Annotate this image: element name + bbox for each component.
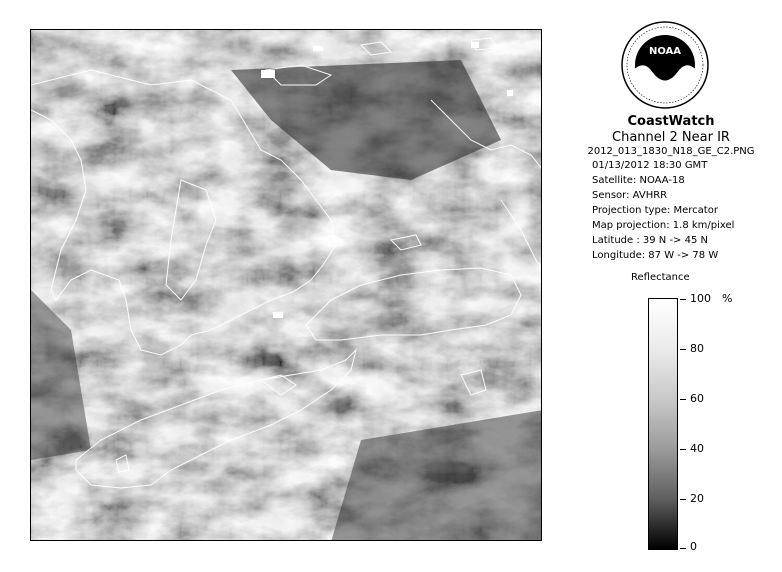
info-list bbox=[566, 158, 776, 263]
satellite: Satellite: NOAA-18 bbox=[592, 175, 685, 186]
satellite-image-icon bbox=[31, 30, 542, 541]
colorbar bbox=[648, 298, 678, 550]
noaa-logo bbox=[620, 20, 710, 110]
filename: 2012_013_1830_N18_GE_C2.PNG bbox=[587, 146, 755, 157]
colorbar-tick-label: 0 bbox=[690, 540, 697, 553]
map-projection: Map projection: 1.8 km/pixel bbox=[592, 220, 735, 231]
colorbar-tick-label: 80 bbox=[690, 342, 704, 355]
projection-type: Projection type: Mercator bbox=[592, 205, 718, 216]
colorbar-title: Reflectance bbox=[631, 272, 690, 283]
colorbar-tick bbox=[680, 548, 686, 549]
channel-label: Channel 2 Near IR bbox=[612, 130, 730, 145]
brand-title: CoastWatch bbox=[627, 114, 715, 129]
sensor: Sensor: AVHRR bbox=[592, 190, 668, 201]
colorbar-tick bbox=[680, 299, 686, 300]
colorbar-tick bbox=[680, 499, 686, 500]
svg-text:NOAA: NOAA bbox=[648, 46, 682, 57]
colorbar-tick-label: 40 bbox=[690, 442, 704, 455]
colorbar-tick-label: 60 bbox=[690, 392, 704, 405]
satellite-image bbox=[30, 29, 542, 541]
latitude: Latitude : 39 N -> 45 N bbox=[592, 235, 708, 246]
metadata-panel bbox=[566, 114, 776, 263]
colorbar-unit: % bbox=[722, 292, 733, 305]
longitude: Longitude: 87 W -> 78 W bbox=[592, 250, 719, 261]
colorbar-tick-label: 100 bbox=[690, 292, 711, 305]
datetime: 01/13/2012 18:30 GMT bbox=[592, 160, 708, 171]
noaa-logo-icon bbox=[620, 20, 710, 110]
colorbar-tick bbox=[680, 399, 686, 400]
colorbar-tick-label: 20 bbox=[690, 492, 704, 505]
colorbar-tick bbox=[680, 449, 686, 450]
colorbar-tick bbox=[680, 349, 686, 350]
